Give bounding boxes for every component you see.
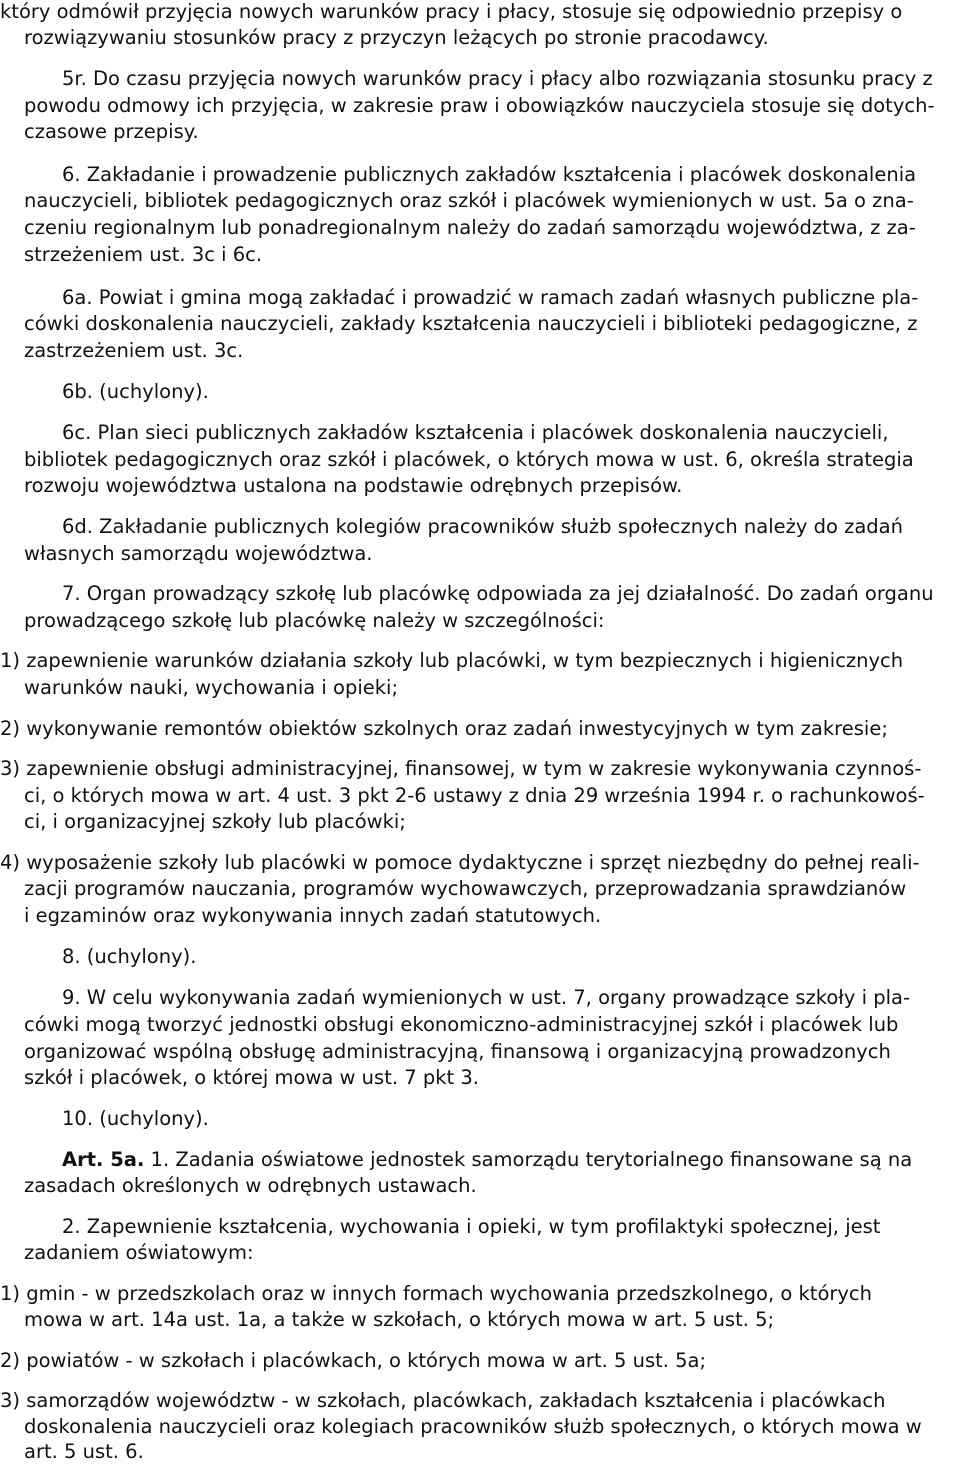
article-paragraph — [62, 1148, 912, 1172]
text-line: organizować wspólną obsługę administracyjną, finansową i organizacyjną prowadzonych — [24, 1040, 891, 1063]
text-line: 5r. Do czasu przyjęcia nowych warunków pracy i płacy albo rozwiązania stosunku pracy z — [62, 67, 933, 90]
text-line: mowa w art. 14a ust. 1a, a także w szkołach, o których mowa w art. 5 ust. 5; — [24, 1308, 775, 1331]
text-line: bibliotek pedagogicznych oraz szkół i placówek, o których mowa w ust. 6, określa strategia — [24, 448, 914, 471]
text-line: zadaniem oświatowym: — [24, 1241, 254, 1264]
text-line: i egzaminów oraz wykonywania innych zadań statutowych. — [24, 904, 602, 927]
text-line: 6c. Plan sieci publicznych zakładów kształcenia i placówek doskonalenia nauczycieli, — [62, 421, 889, 444]
text-line: zasadach określonych w odrębnych ustawach. — [24, 1174, 477, 1197]
text-line: 3) samorządów województw - w szkołach, placówkach, zakładach kształcenia i placówkach — [0, 1389, 886, 1412]
text-line: szkół i placówek, o której mowa w ust. 7 pkt 3. — [24, 1066, 479, 1089]
text-line: 8. (uchylony). — [62, 945, 197, 968]
text-line: rozwoju województwa ustalona na podstawie odrębnych przepisów. — [24, 474, 683, 497]
text-line: 6a. Powiat i gmina mogą zakładać i prowadzić w ramach zadań własnych publiczne pla- — [62, 286, 919, 309]
text-line: 10. (uchylony). — [62, 1107, 209, 1130]
text-line: art. 5 ust. 6. — [24, 1440, 144, 1463]
text-line: 3) zapewnienie obsługi administracyjnej, finansowej, w tym w zakresie wykonywania czynnoś- — [0, 757, 922, 780]
text-line: warunków nauki, wychowania i opieki; — [24, 676, 399, 699]
text-line: 4) wyposażenie szkoły lub placówki w pomoce dydaktyczne i sprzęt niezbędny do pełnej reali- — [0, 851, 920, 874]
text-line: czeniu regionalnym lub ponadregionalnym należy do zadań samorządu województwa, z za- — [24, 216, 916, 239]
article-heading: Art. 5a. — [62, 1148, 145, 1171]
text-line: zastrzeżeniem ust. 3c. — [24, 339, 244, 362]
text-line: 2) powiatów - w szkołach i placówkach, o których mowa w art. 5 ust. 5a; — [0, 1349, 707, 1372]
text-line: nauczycieli, bibliotek pedagogicznych oraz szkół i placówek wymienionych w ust. 5a o zna- — [24, 189, 914, 212]
article-text: 1. Zadania oświatowe jednostek samorządu terytorialnego finansowane są na — [144, 1148, 913, 1171]
text-line: cówki doskonalenia nauczycieli, zakłady kształcenia nauczycieli i biblioteki pedagogiczne, z — [24, 312, 918, 335]
text-line: 2) wykonywanie remontów obiektów szkolnych oraz zadań inwestycyjnych w tym zakresie; — [0, 717, 888, 740]
text-line: 6. Zakładanie i prowadzenie publicznych zakładów kształcenia i placówek doskonalenia — [62, 163, 917, 186]
text-line: rozwiązywaniu stosunków pracy z przyczyn leżących po stronie pracodawcy. — [24, 26, 769, 49]
text-line: ci, o których mowa w art. 4 ust. 3 pkt 2-6 ustawy z dnia 29 września 1994 r. o rachunkowoś- — [24, 784, 925, 807]
text-line: ci, i organizacyjnej szkoły lub placówki; — [24, 810, 406, 833]
text-line: powodu odmowy ich przyjęcia, w zakresie praw i obowiązków nauczyciela stosuje się dotych- — [24, 94, 935, 117]
text-line: zacji programów nauczania, programów wychowawczych, przeprowadzania sprawdzianów — [24, 877, 907, 900]
text-line: strzeżeniem ust. 3c i 6c. — [24, 243, 263, 266]
text-line: 6d. Zakładanie publicznych kolegiów pracowników służb społecznych należy do zadań — [62, 515, 903, 538]
text-line: cówki mogą tworzyć jednostki obsługi ekonomiczno-administracyjnej szkół i placówek lub — [24, 1013, 899, 1036]
text-line: 2. Zapewnienie kształcenia, wychowania i opieki, w tym profilaktyki społecznej, jest — [62, 1215, 881, 1238]
text-line: 9. W celu wykonywania zadań wymienionych w ust. 7, organy prowadzące szkoły i pla- — [62, 986, 910, 1009]
text-line: własnych samorządu województwa. — [24, 542, 373, 565]
text-line: 1) gmin - w przedszkolach oraz w innych formach wychowania przedszkolnego, o których — [0, 1282, 873, 1305]
text-line: doskonalenia nauczycieli oraz kolegiach pracowników służb społecznych, o których mowa w — [24, 1415, 922, 1438]
text-line: prowadzącego szkołę lub placówkę należy w szczególności: — [24, 609, 605, 632]
text-line: 6b. (uchylony). — [62, 380, 209, 403]
text-line: który odmówił przyjęcia nowych warunków pracy i płacy, stosuje się odpowiednio przepisy o — [0, 0, 903, 23]
text-line: czasowe przepisy. — [24, 120, 199, 143]
text-line: 1) zapewnienie warunków działania szkoły lub placówki, w tym bezpiecznych i higienicznych — [0, 649, 904, 672]
text-line: 7. Organ prowadzący szkołę lub placówkę odpowiada za jej działalność. Do zadań organu — [62, 582, 934, 605]
